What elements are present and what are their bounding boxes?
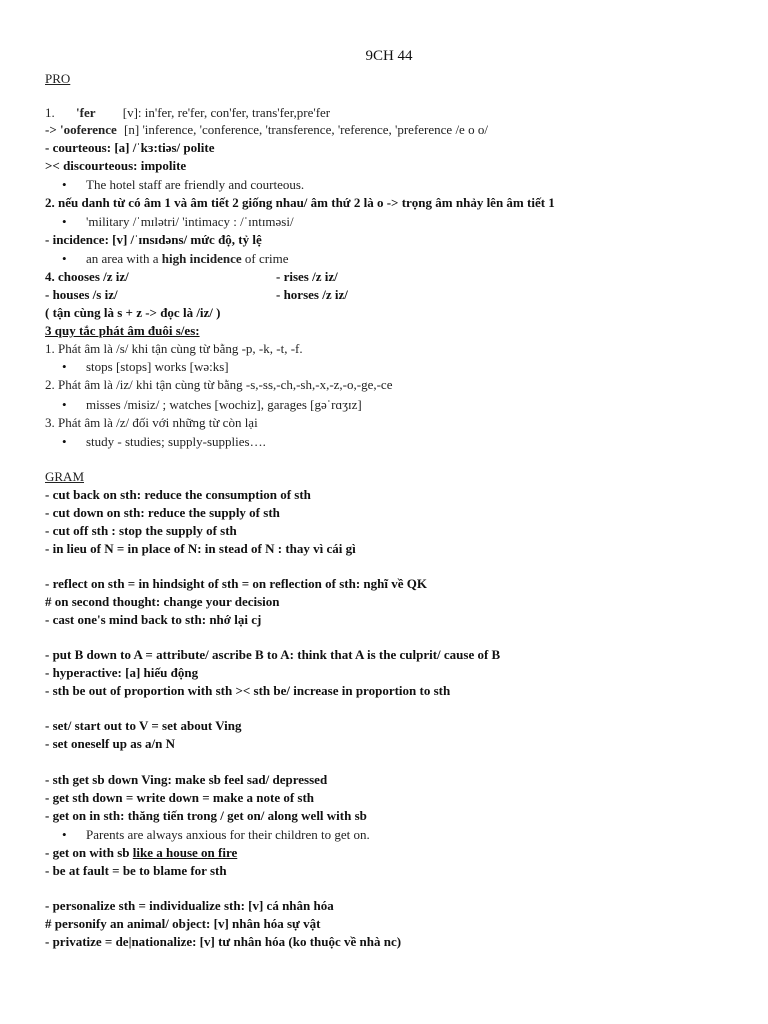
gram-line-1: - cut back on sth: reduce the consumption of sth bbox=[45, 487, 311, 502]
gram-line-10: - sth be out of proportion with sth >< sth be/ increase in proportion to sth bbox=[45, 683, 451, 698]
pro-line-1-num: 1. bbox=[45, 105, 55, 120]
gram-line-17-a: - get on with sb bbox=[45, 845, 130, 860]
gram-line-9: - hyperactive: [a] hiếu động bbox=[45, 665, 199, 680]
pro-line-15: stops [stops] works [wə:ks] bbox=[86, 359, 229, 374]
bullet-icon: • bbox=[62, 251, 67, 266]
bullet-icon: • bbox=[62, 434, 67, 449]
gram-line-21: - privatize = de|nationalize: [v] tư nhân hóa (ko thuộc về nhà nc) bbox=[45, 934, 402, 949]
gram-line-2: - cut down on sth: reduce the supply of sth bbox=[45, 505, 280, 520]
bullet-icon: • bbox=[62, 214, 67, 229]
pro-line-17: misses /misiz/ ; watches [wochiz], garages [gəˈrɑʒɪz] bbox=[86, 397, 362, 412]
pro-line-9-b: high incidence bbox=[161, 251, 242, 266]
gram-line-19: - personalize sth = individualize sth: [v] cá nhân hóa bbox=[45, 898, 334, 913]
gram-line-13: - sth get sb down Ving: make sb feel sad/ depressed bbox=[45, 772, 328, 787]
pro-line-4: >< discourteous: impolite bbox=[45, 158, 187, 173]
pro-line-9 bbox=[86, 250, 289, 267]
bullet-icon: • bbox=[62, 359, 67, 374]
pro-line-14: 1. Phát âm là /s/ khi tận cùng từ bằng -p, -k, -t, -f. bbox=[45, 341, 303, 356]
gram-line-14: - get sth down = write down = make a note of sth bbox=[45, 790, 315, 805]
pro-heading: PRO bbox=[45, 71, 71, 86]
gram-line-11: - set/ start out to V = set about Ving bbox=[45, 718, 242, 733]
bullet-icon: • bbox=[62, 827, 67, 842]
gram-line-4: - in lieu of N = in place of N: in stead of N : thay vì cái gì bbox=[45, 541, 356, 556]
pro-line-1-word: 'fer bbox=[76, 105, 96, 120]
pro-line-3: - courteous: [a] /ˈkɜ:tiəs/ polite bbox=[45, 140, 215, 155]
pro-line-16: 2. Phát âm là /iz/ khi tận cùng từ bằng -s,-ss,-ch,-sh,-x,-z,-o,-ge,-ce bbox=[45, 377, 393, 392]
gram-line-17 bbox=[45, 844, 237, 861]
gram-line-15: - get on in sth: thăng tiến trong / get on/ along well with sb bbox=[45, 808, 367, 823]
bullet-icon: • bbox=[62, 177, 67, 192]
pro-line-7: 'military /ˈmɪlətri/ 'intimacy : /ˈɪntɪməsi/ bbox=[86, 214, 294, 229]
pro-line-18: 3. Phát âm là /z/ đối với những từ còn lại bbox=[45, 415, 258, 430]
gram-heading: GRAM bbox=[45, 469, 85, 484]
pro-line-13: 3 quy tắc phát âm đuôi s/es: bbox=[45, 323, 200, 338]
pro-line-2-prefix: -> 'ooference bbox=[45, 122, 117, 137]
gram-line-18: - be at fault = be to blame for sth bbox=[45, 863, 227, 878]
pro-line-9-a: an area with a bbox=[86, 251, 159, 266]
pro-line-2-rest: [n] 'inference, 'conference, 'transference, 'reference, 'preference /e o o/ bbox=[124, 122, 488, 137]
gram-line-12: - set oneself up as a/n N bbox=[45, 736, 176, 751]
page-title: 9CH 44 bbox=[365, 48, 413, 64]
pro-line-19: study - studies; supply-supplies…. bbox=[86, 434, 266, 449]
gram-line-17-b: like a house on fire bbox=[132, 845, 238, 860]
gram-line-8: - put B down to A = attribute/ ascribe B to A: think that A is the culprit/ cause of B bbox=[45, 647, 501, 662]
pro-line-2 bbox=[45, 121, 488, 138]
pro-line-1-rest: [v]: in'fer, re'fer, con'fer, trans'fer,pre'fer bbox=[122, 105, 331, 120]
gram-line-16: Parents are always anxious for their children to get on. bbox=[86, 827, 370, 842]
pro-line-5: The hotel staff are friendly and courteous. bbox=[86, 177, 305, 192]
pro-line-10-right: - rises /z iz/ bbox=[276, 269, 338, 284]
gram-line-20: # personify an animal/ object: [v] nhân hóa sự vật bbox=[45, 916, 321, 931]
gram-line-7: - cast one's mind back to sth: nhớ lại cj bbox=[45, 612, 262, 627]
gram-line-6: # on second thought: change your decision bbox=[45, 594, 280, 609]
pro-line-6: 2. nếu danh từ có âm 1 và âm tiết 2 giống nhau/ âm thứ 2 là o -> trọng âm nhảy lên âm tiết 1 bbox=[45, 195, 555, 210]
pro-line-9-c: of crime bbox=[244, 251, 289, 266]
pro-line-8: - incidence: [v] /ˈɪnsɪdəns/ mức độ, tỷ lệ bbox=[45, 232, 262, 247]
bullet-icon: • bbox=[62, 397, 67, 412]
pro-line-12: ( tận cùng là s + z -> đọc là /iz/ ) bbox=[45, 305, 221, 320]
gram-line-3: - cut off sth : stop the supply of sth bbox=[45, 523, 237, 538]
pro-line-11-right: - horses /z iz/ bbox=[276, 287, 348, 302]
gram-line-5: - reflect on sth = in hindsight of sth = on reflection of sth: nghĩ về QK bbox=[45, 576, 427, 591]
pro-line-10-left: 4. chooses /z iz/ bbox=[45, 269, 129, 284]
pro-line-11-left: - houses /s iz/ bbox=[45, 287, 118, 302]
pro-line-1 bbox=[45, 104, 330, 121]
